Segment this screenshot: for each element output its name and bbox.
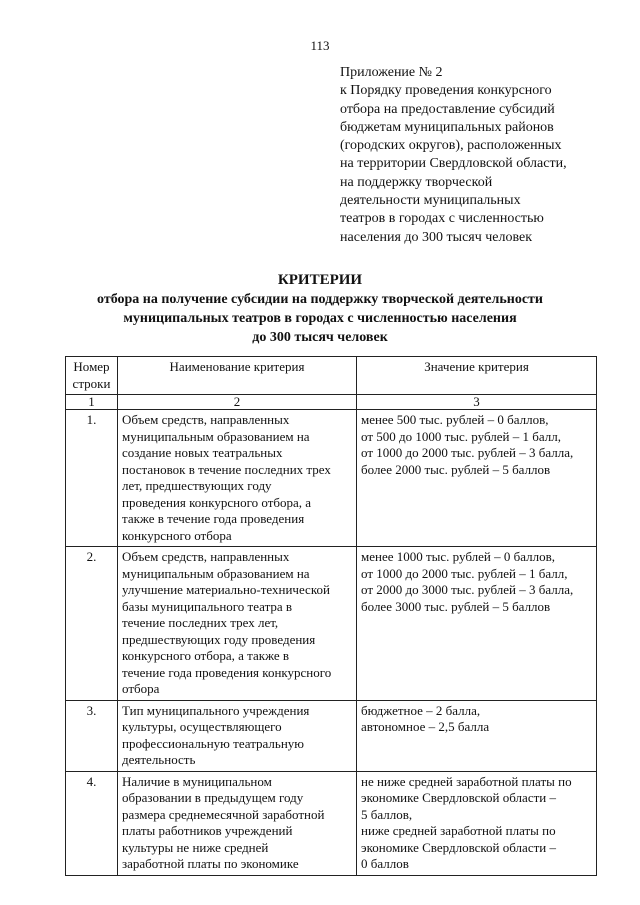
cell-line: также в течение года проведения	[122, 511, 305, 526]
criterion-name	[118, 700, 357, 771]
cell-line: постановок в течение последних трех	[122, 461, 331, 477]
header-line: строки	[72, 375, 111, 391]
cell-line: предшествующих году проведения	[122, 631, 316, 647]
appendix-line: Приложение № 2	[340, 65, 443, 80]
cell-line: бюджетное – 2 балла,	[361, 702, 481, 718]
cell-line: 5 баллов,	[361, 806, 413, 822]
page-number: 113	[310, 38, 330, 53]
cell-line: размера среднемесячной заработной	[122, 806, 325, 822]
appendix-line: населения до 300 тысяч человек	[340, 229, 533, 245]
appendix-line: на территории Свердловской области,	[340, 156, 567, 172]
appendix-line: театров в городах с численностью	[340, 211, 544, 227]
title-sub-line: до 300 тысяч человек	[252, 330, 388, 345]
cell-line: Объем средств, направленных	[122, 549, 290, 564]
title-sub-line: муниципальных театров в городах с численностью населения	[123, 311, 517, 326]
appendix-line: бюджетам муниципальных районов	[340, 119, 554, 135]
header-criterion-name: Наименование критерия	[118, 357, 357, 395]
cell-line: образовании в предыдущем году	[122, 790, 304, 805]
table-index-row	[66, 395, 597, 410]
cell-line: конкурсного отбора, а также в	[122, 648, 290, 663]
appendix-line: на поддержку творческой	[340, 174, 493, 190]
index-cell: 2	[118, 395, 357, 410]
criterion-name	[118, 410, 357, 547]
criterion-value	[357, 547, 597, 701]
cell-line: от 2000 до 3000 тыс. рублей – 3 балла,	[361, 582, 574, 597]
index-cell: 3	[357, 395, 597, 410]
index-cell: 1	[66, 395, 118, 410]
table-row	[66, 410, 597, 547]
cell-line: Тип муниципального учреждения	[122, 702, 310, 718]
header-line: Номер	[73, 359, 110, 374]
table-row	[66, 700, 597, 771]
table-row	[66, 547, 597, 701]
cell-line: культуры, осуществляющего	[122, 719, 282, 734]
cell-line: от 1000 до 2000 тыс. рублей – 3 балла,	[361, 445, 574, 460]
cell-line: автономное – 2,5 балла	[361, 719, 490, 734]
cell-line: улучшение материально-технической	[122, 582, 330, 597]
table-header-row	[66, 357, 597, 395]
row-number: 3.	[66, 700, 118, 771]
row-number: 1.	[66, 410, 118, 547]
criterion-value	[357, 771, 597, 875]
criterion-value	[357, 700, 597, 771]
cell-line: Наличие в муниципальном	[122, 773, 272, 789]
cell-line: экономике Свердловской области –	[361, 839, 556, 855]
cell-line: лет, предшествующих году	[122, 478, 272, 493]
cell-line: течение последних трех лет,	[122, 615, 279, 630]
cell-line: течение года проведения конкурсного	[122, 664, 332, 680]
cell-line: от 1000 до 2000 тыс. рублей – 1 балл,	[361, 565, 568, 581]
row-number: 4.	[66, 771, 118, 875]
cell-line: муниципальным образованием на	[122, 565, 310, 581]
title-main: КРИТЕРИИ	[277, 272, 363, 288]
cell-line: более 2000 тыс. рублей – 5 баллов	[361, 461, 551, 477]
cell-line: более 3000 тыс. рублей – 5 баллов	[361, 598, 551, 614]
appendix-line: деятельности муниципальных	[340, 193, 521, 209]
cell-line: 0 баллов	[361, 856, 409, 871]
appendix-line: к Порядку проведения конкурсного	[340, 83, 552, 99]
cell-line: Объем средств, направленных	[122, 412, 290, 427]
cell-line: менее 1000 тыс. рублей – 0 баллов,	[361, 549, 555, 564]
cell-line: платы работников учреждений	[122, 823, 293, 838]
criterion-value	[357, 410, 597, 547]
header-criterion-value: Значение критерия	[357, 357, 597, 395]
appendix-line: (городских округов), расположенных	[340, 138, 562, 154]
criteria-table	[65, 356, 597, 876]
criterion-name	[118, 771, 357, 875]
cell-line: культуры не ниже средней	[122, 839, 269, 855]
table-row	[66, 771, 597, 875]
appendix-heading	[340, 64, 625, 247]
document-title	[0, 270, 640, 347]
cell-line: отбора	[122, 681, 160, 696]
cell-line: деятельность	[122, 752, 196, 767]
row-number: 2.	[66, 547, 118, 701]
cell-line: конкурсного отбора	[122, 527, 232, 543]
appendix-line: отбора на предоставление субсидий	[340, 101, 555, 117]
cell-line: создание новых театральных	[122, 445, 283, 460]
header-row-number	[66, 357, 118, 395]
cell-line: менее 500 тыс. рублей – 0 баллов,	[361, 412, 549, 427]
criterion-name	[118, 547, 357, 701]
cell-line: заработной платы по экономике	[122, 856, 299, 871]
title-sub-line: отбора на получение субсидии на поддержку творческой деятельности	[97, 292, 543, 307]
cell-line: ниже средней заработной платы по	[361, 823, 556, 838]
cell-line: профессиональную театральную	[122, 735, 304, 751]
title-subtitle	[0, 290, 640, 347]
cell-line: экономике Свердловской области –	[361, 790, 556, 805]
cell-line: базы муниципального театра в	[122, 598, 293, 614]
cell-line: проведения конкурсного отбора, а	[122, 494, 312, 510]
cell-line: муниципальным образованием на	[122, 428, 310, 444]
cell-line: не ниже средней заработной платы по	[361, 773, 572, 789]
cell-line: от 500 до 1000 тыс. рублей – 1 балл,	[361, 428, 561, 444]
